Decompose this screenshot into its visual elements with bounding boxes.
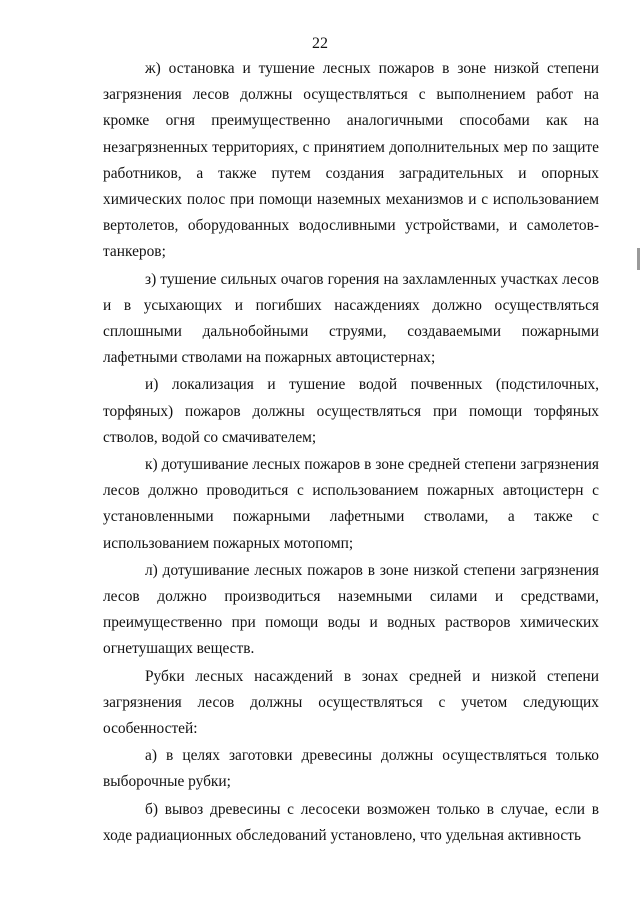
paragraph-i: и) локализация и тушение водой почвенных (подстилочных, торфяных) пожаров должны осуществляться при помощи торфяных стволов, водой со смачивателем; <box>103 376 599 446</box>
paragraph-k: к) дотушивание лесных пожаров в зоне средней степени загрязнения лесов должно проводиться с использованием пожарных автоцистерн с установленными пожарными лафетными стволами, а также с использованием пожарных мотопомп; <box>103 456 599 552</box>
paragraph-zh: ж) остановка и тушение лесных пожаров в зоне низкой степени загрязнения лесов должны осуществляться с выполнением работ на кромке огня преимущественно аналогичными способами как на незагрязненных территориях, с принятием дополнительных мер по защите работников, а также путем создания заградительных и опорных химических полос при помощи наземных механизмов и с использованием вертолетов, оборудованных водосливными устройствами, и самолетов-танкеров; <box>103 60 599 261</box>
page-number: 22 <box>312 35 328 52</box>
paragraph-z: з) тушение сильных очагов горения на захламленных участках лесов и в усыхающих и погибших насаждениях должно осуществляться сплошными дальнобойными струями, создаваемыми пожарными лафетными стволами на пожарных автоцистернах; <box>103 270 599 367</box>
paragraph-b: б) вывоз древесины с лесосеки возможен только в случае, если в ходе радиационных обследований установлено, что удельная активность <box>103 800 599 844</box>
document-body <box>103 56 599 849</box>
paragraph-l: л) дотушивание лесных пожаров в зоне низкой степени загрязнения лесов должно производиться наземными силами и средствами, преимущественно при помощи воды и водных растворов химических огнетушащих веществ. <box>103 561 599 658</box>
paragraph-a: а) в целях заготовки древесины должны осуществляться только выборочные рубки; <box>103 747 599 791</box>
paragraph-rubki: Рубки лесных насаждений в зонах средней и низкой степени загрязнения лесов должны осуществляться с учетом следующих особенностей: <box>103 667 599 738</box>
